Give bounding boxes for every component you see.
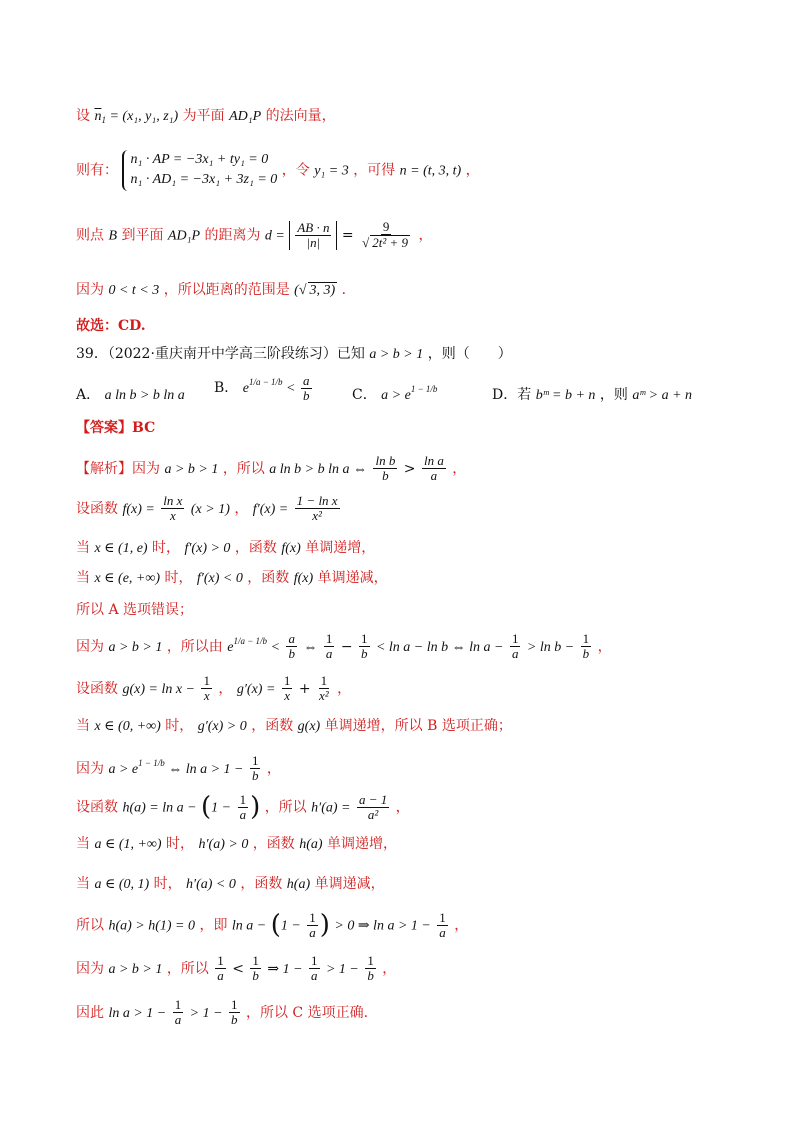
fraction [229,998,240,1028]
frac-num: 1 [311,953,318,968]
option-label: A． [76,387,101,403]
analysis-line-14: 因为 a > b > 1 ，所以 $\frac{1}{a}$ < $\frac{1}{b}$ ⇒ 1 − $\frac{1}{a}$ > 1 − $\frac{1}{b}$ ， [76,953,397,984]
y1-eq: y₁ = 3 [314,163,349,179]
option-c [352,384,437,404]
frac-num: 1 [251,753,259,768]
analysis-line-13: 所以 h(a) > h(1) = 0 ，即 ln a − (1 − $\frac{1}{a}$ ) > 0 ⇒ ln a > 1 − $\frac{1}{a}$ ， [76,909,469,941]
math: ⇔ [303,639,318,655]
text: 设函数 [76,680,118,697]
analysis-line-2 [76,494,342,524]
math: f′(x) < 0 [196,571,243,586]
system-eq-2: n₁ · AD₁ = −3x₁ + 3z₁ = 0 [130,172,278,188]
frac-num: AB · n [297,219,330,235]
math: h(a) [286,877,311,892]
frac-num: 1 [511,631,519,646]
analysis-line-10: 设函数 h(a) = ln a − (1 − $\frac{1}{a}$ ) ，所以 h′(a) = $\frac{a - 1}{\text{a²}}$ ， [76,791,410,823]
math: 1 − [211,800,232,816]
t-range: 0 < t < 3 [108,283,160,298]
text: 单调递增， [305,540,376,556]
text: 所以 [76,917,104,934]
fraction [373,454,397,484]
text: ，所以由 [166,638,223,655]
frac-den: a [217,968,224,984]
lt: < [270,639,281,655]
text: ， [597,638,612,655]
d-lhs: d = [264,228,285,244]
frac-den: a [174,1012,182,1028]
text: 的法向量， [265,108,336,124]
math: (x > 1) [190,501,230,517]
frac-den: |n| [306,234,321,250]
text: ，函数 [252,836,295,852]
text: ，函数 [234,540,277,556]
fraction [307,911,318,941]
frac-den: b [367,968,374,984]
text: 当 [76,836,90,852]
expr-base: a > e [108,761,139,777]
text: 单调递增， [327,836,398,852]
math: a > b > 1 [108,639,163,655]
frac-den: b [251,768,259,784]
text: 当 [76,540,90,556]
fraction [215,954,226,984]
answer-label: 【答案】BC [76,420,156,436]
fraction [317,674,331,704]
math: f′(x) > 0 [184,541,231,556]
option-expr: a ln b > b ln a [104,388,185,403]
frac-num: 1 [367,953,374,968]
math: > ln b − [526,639,575,655]
frac-den: a [325,646,333,662]
math: > 0 ⇒ ln a > 1 − [334,918,431,934]
frac-den: 2t² + 9 [372,235,409,251]
expr-rest: ⇔ ln a > 1 − [168,761,244,777]
exponent: 1 − 1/b [410,384,438,394]
option-expr-1: bᵐ = b + n [535,388,596,403]
frac-num: 1 [325,631,333,646]
frac-den: b [303,388,310,404]
frac-den: x [284,688,291,704]
text: ，所以 [166,960,209,977]
math: x ∈ (1, e) [94,541,148,556]
frac-den: a [311,968,318,984]
math: a > b > 1 [164,461,219,477]
frac-num: ln a [423,453,444,468]
fraction [250,954,261,984]
text: 时， [152,540,181,556]
text: ，即 [199,917,228,934]
text: ，所以 C 选项正确. [245,1004,369,1021]
text: 【解析】因为 [76,460,160,477]
exponent: 1/a − 1/b [248,377,283,388]
math: h′(a) < 0 [186,877,236,892]
frac-num: 9 [382,219,390,234]
frac-den: b [231,1012,238,1028]
frac-den: a² [367,807,379,823]
frac-num: 1 [252,953,259,968]
frac-num: 1 [239,791,247,807]
frac-num: 1 [283,673,291,688]
fraction [173,998,184,1028]
option-label: B． [214,380,239,397]
text: ，所以 [222,460,265,477]
math: x ∈ (e, +∞) [94,571,160,586]
text: 设函数 [76,799,118,816]
text: 时， [164,570,193,586]
option-d [492,384,692,404]
lt: < [286,381,296,397]
math: h(a) [299,837,323,852]
fraction [309,954,320,984]
math: g(x) = ln x − [122,681,195,697]
text: 单调递减， [317,570,388,586]
frac-num: 1 [320,673,328,688]
frac-den: x [169,508,176,524]
plus: + [298,680,311,697]
math: h′(a) > 0 [198,837,249,852]
math: a ln b > b ln a ⇔ [269,461,367,477]
frac-den: a [430,468,438,484]
frac-den: b [382,468,389,484]
frac-den: b [582,646,590,662]
analysis-line-3 [76,540,375,558]
analysis-line-15 [76,998,368,1028]
normal-vector-line [76,108,336,126]
text: ，函数 [251,718,294,734]
fraction [365,954,376,984]
math: g′(x) = [236,681,276,697]
analysis-line-9 [76,754,281,784]
text: ， [454,917,469,934]
system-line [76,150,480,191]
text: 设函数 [76,500,118,517]
math: < ln a − ln b ⇔ ln a − [375,639,504,655]
text: ， [382,960,397,977]
frac-den: b [361,646,368,662]
fraction [161,494,184,524]
math: f(x) [293,571,314,586]
frac-num: ln b [375,453,396,468]
text: ，所以距离的范围是 [163,282,290,298]
frac-den: b [252,968,259,984]
analysis-line-1 [76,454,466,484]
text: 单调递增，所以 B 选项正确； [324,718,512,734]
frac-den: x [203,688,210,704]
math: ln a − [231,918,267,934]
math: ln a > 1 − [108,1005,167,1021]
fraction [201,674,212,704]
e-base: e [227,639,234,655]
math: a ∈ (1, +∞) [94,837,162,852]
text: 的距离为 [204,227,261,244]
text: ， [337,680,352,697]
fraction [581,632,592,662]
fraction [510,632,521,662]
text: 因为 [76,960,104,977]
system-eq-1: n₁ · AP = −3x₁ + ty₁ = 0 [130,152,269,167]
analysis-line-8 [76,718,512,736]
text: 为平面 [182,108,225,124]
fraction [359,632,370,662]
frac-num: ln x [163,493,183,508]
text: 则点 [76,227,104,244]
analysis-line-11 [76,836,397,854]
text: 当 [76,876,90,892]
math: > 1 − [325,961,359,977]
choice-line: 故选：CD. [76,318,146,334]
fraction [357,793,389,823]
frac-num: a [288,631,295,646]
frac-num: 1 [361,631,368,646]
math: a ∈ (0, 1) [94,877,150,892]
option-a [76,384,185,404]
range-value: (√ 3, 3) [294,283,336,298]
text: 当 [76,718,90,734]
text: ， [465,162,480,179]
math: f(x) [281,541,301,556]
frac-num: 1 [174,997,182,1012]
n-eq: n = (t, 3, t) [399,163,462,179]
text: ， [418,227,433,244]
range-inner: 3, 3) [309,283,336,298]
vec-n: $\overline{n}$ [94,109,102,124]
math: f′(x) = [252,501,289,517]
distance-fraction: $\frac{9}{\text{√ 2t² + 9}}$ [362,219,409,251]
coords: (x₁, y₁, z₁) [122,109,179,124]
text: ． [341,282,356,298]
plane-name: AD₁P [229,109,262,124]
math: h(a) = ln a − [122,800,197,816]
analysis-line-7 [76,674,351,704]
frac-num: 1 [217,953,224,968]
option-expr-2: aᵐ > a + n [632,388,693,403]
math: g′(x) > 0 [197,719,247,734]
condition: a > b > 1 [369,347,424,362]
text: 时， [153,876,182,892]
frac-num: 1 [231,997,238,1012]
frac-num: 1 − ln x [296,493,338,508]
fraction [295,494,340,524]
frac-num: a [303,373,310,388]
math: a > b > 1 [108,961,163,977]
frac-num: 1 [203,673,210,688]
text: 因为 [76,282,104,298]
text: ， [218,680,233,697]
math: h(a) > h(1) = 0 [108,918,195,934]
math: g(x) [297,719,321,734]
point-b: B [108,228,118,244]
math [108,757,244,777]
option-mid: ，则 [599,387,628,403]
math: 1 − [280,918,301,934]
text: 因为 [76,638,104,655]
option-expr [242,373,314,404]
fraction [422,454,446,484]
text: ，则（ ） [427,346,512,362]
text: 时， [165,718,194,734]
minus: − [340,638,353,655]
fraction [250,754,261,784]
frac-den: a [511,646,519,662]
math-n1: $\overline{n}_1 = (x_1$, y₁, z₁) [94,109,179,125]
text: ，函数 [240,876,283,892]
fraction [286,632,297,662]
frac-num: 1 [439,909,446,925]
text: 因为 [76,760,104,777]
frac-den: a [239,807,247,823]
text: ，所以 [264,799,307,816]
fraction [437,911,448,941]
option-expr [381,384,438,403]
abs-fraction [289,221,337,251]
analysis-line-4 [76,570,388,588]
math: h′(a) = [311,800,351,816]
text: 因此 [76,1004,104,1021]
frac-den: a [439,925,446,941]
frac-den: a [309,925,316,941]
math: x ∈ (0, +∞) [94,719,161,734]
text: ，函数 [247,570,290,586]
analysis-line-6 [76,632,612,662]
equation-system [122,150,277,191]
frac-num: a − 1 [358,791,388,807]
text: ， [266,760,281,777]
frac-den: x² [319,688,329,704]
frac-num: 1 [309,909,316,925]
fraction [324,632,335,662]
option-label: D．若 [492,387,532,403]
exponent: 1/a − 1/b [233,635,268,646]
text: 到平面 [121,227,164,244]
math [227,635,281,655]
math: f(x) = [122,501,155,517]
exponent: 1 − 1/b [138,757,165,768]
frac-den: x² [312,508,322,524]
text: ， [452,460,467,477]
text: 单调递减， [314,876,385,892]
fraction [282,674,293,704]
text: ， [395,799,410,816]
option-b [214,374,314,404]
text: 设 [76,108,90,124]
analysis-line-5: 所以 A 选项错误； [76,602,194,618]
range-line [76,282,356,300]
question-stem: 39．（2022·重庆南开中学高三阶段练习）已知 [76,346,365,362]
text: ，可得 [353,162,396,179]
math: > 1 − [189,1005,223,1021]
text: 则有： [76,162,118,179]
frac-den: b [288,646,295,662]
text: 当 [76,570,90,586]
frac-num: 1 [582,631,590,646]
question-39 [76,346,512,364]
option-label: C． [352,387,377,403]
plane-name: AD₁P [167,228,201,244]
text: ， [234,500,249,517]
text: 时， [166,836,195,852]
fraction [238,793,249,823]
analysis-line-12 [76,876,385,894]
distance-line: 则点 B 到平面 AD₁P 的距离为 d = $\frac{AB \cdot n}{|n|}$ = $\frac{9}{\text{√ 2t² + 9}}$ ， [76,219,433,251]
math: ⇒ 1 − [267,961,303,977]
expr-base: a > e [381,388,411,403]
e-base: e [242,381,249,397]
gt: > [403,460,416,477]
text: ，令 [281,162,310,179]
